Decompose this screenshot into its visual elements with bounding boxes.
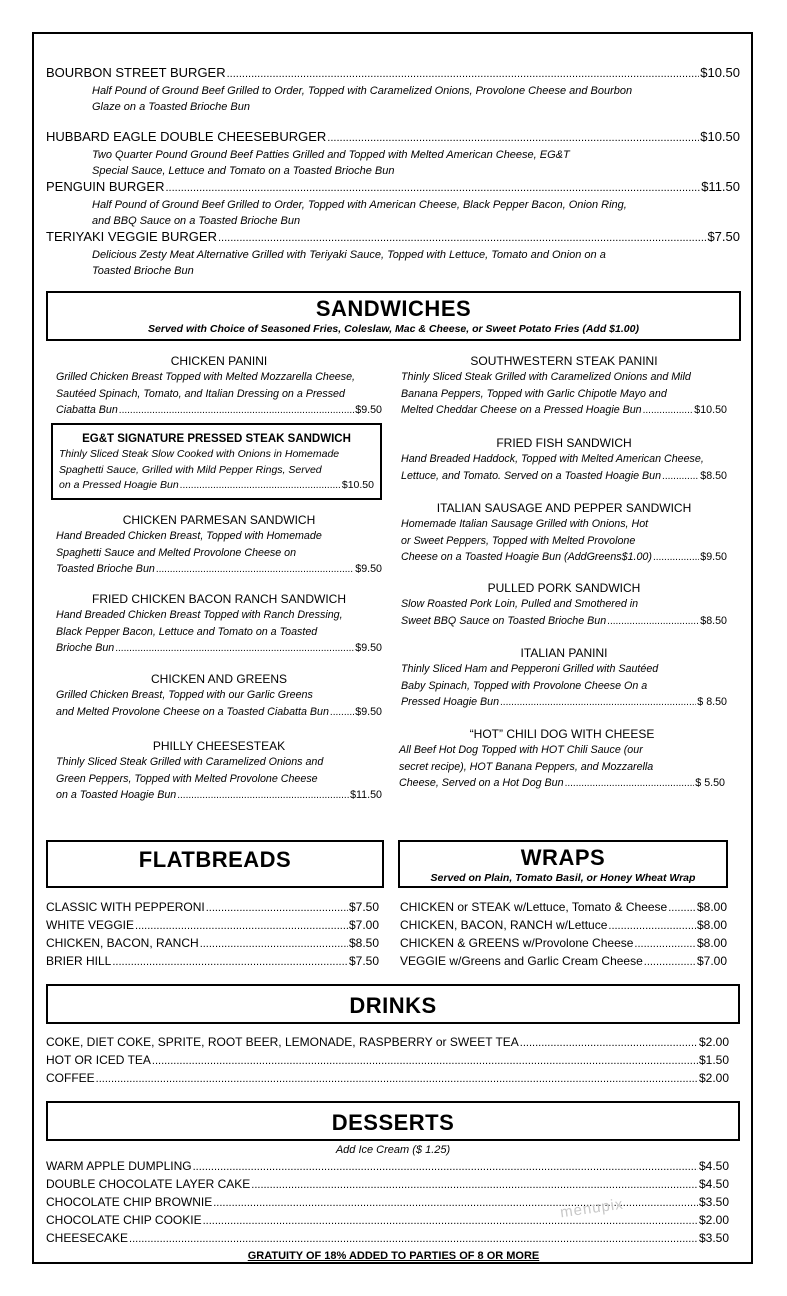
item-description: Spaghetti Sauce, Grilled with Mild Pepper Rings, Served — [59, 463, 322, 476]
item-description: and Melted Provolone Cheese on a Toasted Ciabatta Bun — [56, 705, 329, 718]
item-name: CHEESECAKE — [46, 1231, 129, 1245]
sandwich-item — [401, 500, 727, 567]
item-name: HOT OR ICED TEA — [46, 1053, 151, 1067]
item-description: Slow Roasted Pork Loin, Pulled and Smothered in — [401, 598, 639, 610]
sandwich-item — [56, 738, 382, 805]
item-price: $7.00 — [348, 918, 379, 932]
menu-item — [46, 1070, 729, 1088]
item-name: CHICKEN or STEAK w/Lettuce, Tomato & Cheese — [400, 900, 668, 914]
item-description: Baby Spinach, Topped with Provolone Cheese On a — [401, 679, 648, 692]
item-description: Lettuce, and Tomato. Served on a Toasted Hoagie Bun — [401, 469, 662, 482]
item-name: ITALIAN PANINI — [520, 646, 608, 660]
menu-item — [46, 64, 740, 128]
item-description: on a Toasted Hoagie Bun — [56, 789, 177, 801]
menu-item — [46, 899, 379, 917]
sandwich-item — [401, 645, 727, 712]
sandwiches-header — [46, 291, 741, 341]
item-name: CHICKEN AND GREENS — [150, 672, 288, 686]
item-description: Green Peppers, Topped with Melted Provolone Cheese — [56, 772, 318, 785]
item-name: ITALIAN SAUSAGE AND PEPPER SANDWICH — [436, 501, 692, 515]
item-description: on a Pressed Hoagie Bun — [59, 479, 179, 491]
item-name: CHICKEN, BACON, RANCH w/Lettuce — [400, 918, 608, 932]
item-name: DOUBLE CHOCOLATE LAYER CAKE — [46, 1177, 251, 1191]
item-description: Delicious Zesty Meat Alternative Grilled with Teriyaki Sauce, Topped with Lettuce, Tomato and Onion on a — [92, 249, 606, 261]
item-name: TERIYAKI VEGGIE BURGER — [46, 229, 217, 244]
item-description: Half Pound of Ground Beef Grilled to Order, Topped with Caramelized Onions, Provolone Cheese and Bourbon — [92, 85, 633, 97]
drinks-list — [46, 1034, 729, 1088]
item-description: Black Pepper Bacon, Lettuce and Tomato on a Toasted — [56, 625, 318, 638]
desserts-header — [46, 1101, 740, 1141]
item-price: $8.00 — [696, 936, 727, 950]
item-name: FRIED FISH SANDWICH — [496, 436, 632, 450]
menu-item — [46, 1034, 729, 1052]
item-price: $8.50 — [700, 614, 727, 627]
item-name: CHICKEN & GREENS w/Provolone Cheese — [400, 936, 634, 950]
item-description: Half Pound of Ground Beef Grilled to Order, Topped with American Cheese, Black Pepper Bacon, Onion Ring, — [92, 199, 627, 211]
item-description: Sautéed Spinach, Tomato, and Italian Dressing on a Pressed — [56, 387, 345, 400]
item-price: $8.00 — [696, 900, 727, 914]
item-name: WARM APPLE DUMPLING — [46, 1159, 192, 1173]
section-subtitle: Served with Choice of Seasoned Fries, Coleslaw, Mac & Cheese, or Sweet Potato Fries (Add $1.00) — [148, 323, 639, 335]
item-description: Banana Peppers, Topped with Garlic Chipotle Mayo and — [401, 387, 667, 400]
menu-item — [46, 917, 379, 935]
menu-item — [46, 953, 379, 971]
desserts-note: Add Ice Cream ($ 1.25) — [335, 1144, 451, 1156]
item-name: PENGUIN BURGER — [46, 179, 165, 194]
menu-item — [46, 228, 740, 278]
item-price: $10.50 — [700, 129, 740, 144]
item-description: Grilled Chicken Breast, Topped with our Garlic Greens — [56, 689, 313, 701]
item-price: $3.50 — [698, 1195, 729, 1209]
item-description: or Sweet Peppers, Topped with Melted Provolone — [401, 534, 636, 547]
watermark: menupix — [559, 1195, 625, 1222]
item-description: Grilled Chicken Breast Topped with Melted Mozzarella Cheese, — [56, 371, 355, 383]
item-name: PULLED PORK SANDWICH — [487, 581, 641, 595]
item-description: Homemade Italian Sausage Grilled with Onions, Hot — [401, 518, 649, 530]
item-description: Brioche Bun — [56, 642, 115, 654]
menu-item — [400, 953, 727, 971]
item-price: $10.50 — [694, 404, 727, 416]
item-price: $7.00 — [696, 954, 727, 968]
flatbreads-list — [46, 899, 379, 971]
item-name: CHICKEN PANINI — [170, 354, 268, 368]
item-price: $3.50 — [698, 1231, 729, 1245]
item-name: SOUTHWESTERN STEAK PANINI — [470, 354, 658, 368]
item-name: CHOCOLATE CHIP COOKIE — [46, 1213, 202, 1227]
item-price: $9.50 — [355, 642, 382, 654]
gratuity-note: GRATUITY OF 18% ADDED TO PARTIES OF 8 OR MORE — [247, 1250, 540, 1262]
section-subtitle: Served on Plain, Tomato Basil, or Honey Wheat Wrap — [430, 872, 696, 884]
item-description: Hand Breaded Haddock, Topped with Melted American Cheese, — [401, 453, 704, 465]
item-price: $11.50 — [350, 789, 382, 801]
item-description: Special Sauce, Lettuce and Tomato on a Toasted Brioche Bun — [92, 165, 395, 177]
item-name: BRIER HILL — [46, 954, 112, 968]
menu-item — [400, 935, 727, 953]
item-price: $8.00 — [696, 918, 727, 932]
item-price: $4.50 — [698, 1159, 729, 1173]
item-description: Hand Breaded Chicken Breast Topped with Ranch Dressing, — [56, 609, 343, 621]
item-price: $9.50 — [355, 563, 382, 575]
item-price: $7.50 — [707, 229, 740, 244]
item-name: FRIED CHICKEN BACON RANCH SANDWICH — [91, 592, 346, 606]
item-price: $7.50 — [348, 900, 379, 914]
menu-item — [46, 1194, 729, 1212]
menu-item — [46, 128, 740, 178]
item-price: $9.50 — [355, 705, 382, 718]
item-description: Cheese, Served on a Hot Dog Bun — [399, 777, 564, 789]
menu-item — [46, 1158, 729, 1176]
sandwich-item — [56, 512, 382, 579]
section-title: SANDWICHES — [315, 296, 472, 321]
item-description: Spaghetti Sauce and Melted Provolone Cheese on — [56, 546, 297, 559]
item-description: All Beef Hot Dog Topped with HOT Chili Sauce (our — [399, 744, 643, 756]
wraps-list — [400, 899, 727, 971]
menu-item — [46, 935, 379, 953]
menu-item — [46, 1052, 729, 1070]
item-description: Pressed Hoagie Bun — [401, 696, 500, 708]
item-name: HUBBARD EAGLE DOUBLE CHEESEBURGER — [46, 129, 327, 144]
drinks-header — [46, 984, 740, 1024]
item-price: $11.50 — [701, 179, 740, 194]
item-price: $10.50 — [341, 479, 374, 491]
sandwich-item — [401, 353, 727, 420]
item-description: Hand Breaded Chicken Breast, Topped with Homemade — [56, 530, 322, 542]
sandwich-item — [56, 591, 382, 658]
sandwich-item — [401, 435, 727, 485]
item-price: $9.50 — [700, 551, 727, 563]
item-name: COKE, DIET COKE, SPRITE, ROOT BEER, LEMONADE, RASPBERRY or SWEET TEA — [46, 1035, 519, 1049]
item-description: Cheese on a Toasted Hoagie Bun (AddGreens$1.00) — [401, 551, 652, 563]
item-price: $7.50 — [348, 954, 379, 968]
item-name: COFFEE — [46, 1071, 95, 1085]
item-description: Thinly Sliced Steak Grilled with Caramelized Onions and Mild — [401, 371, 691, 383]
menu-item — [46, 1230, 729, 1248]
item-name: BOURBON STREET BURGER — [46, 65, 226, 80]
item-description: Ciabatta Bun — [56, 404, 118, 416]
menu-item — [46, 1176, 729, 1194]
item-price: $10.50 — [700, 65, 740, 80]
item-price: $4.50 — [698, 1177, 729, 1191]
item-price: $9.50 — [355, 404, 382, 416]
item-name: CHICKEN, BACON, RANCH — [46, 936, 199, 950]
sandwich-item — [399, 726, 725, 793]
item-price: $ 5.50 — [695, 777, 725, 789]
item-price: $8.50 — [700, 469, 727, 482]
item-price: $8.50 — [348, 936, 379, 950]
item-price: $2.00 — [698, 1071, 729, 1085]
item-description: Thinly Sliced Ham and Pepperoni Grilled with Sautéed — [401, 663, 659, 675]
section-title: FLATBREADS — [138, 847, 292, 872]
sandwich-item — [401, 580, 727, 630]
menu-item — [400, 917, 727, 935]
signature-sandwich-box — [51, 423, 382, 500]
item-price: $2.00 — [698, 1213, 729, 1227]
item-name: EG&T SIGNATURE PRESSED STEAK SANDWICH — [82, 433, 351, 445]
item-description: and BBQ Sauce on a Toasted Brioche Bun — [92, 215, 301, 227]
sandwich-item — [56, 353, 382, 420]
item-description: Two Quarter Pound Ground Beef Patties Grilled and Topped with Melted American Cheese, EG&T — [92, 149, 570, 161]
burgers-section — [46, 64, 740, 278]
item-name: WHITE VEGGIE — [46, 918, 135, 932]
menu-item — [46, 1212, 729, 1230]
item-name: “HOT” CHILI DOG WITH CHEESE — [469, 727, 655, 741]
item-price: $2.00 — [698, 1035, 729, 1049]
item-price: $ 8.50 — [697, 696, 727, 708]
item-description: Toasted Brioche Bun — [92, 265, 194, 277]
item-name: CHICKEN PARMESAN SANDWICH — [122, 513, 316, 527]
section-title: DRINKS — [349, 993, 437, 1018]
item-description: Glaze on a Toasted Brioche Bun — [92, 101, 250, 113]
desserts-list — [46, 1158, 729, 1248]
item-description: Thinly Sliced Steak Slow Cooked with Onions in Homemade — [59, 448, 340, 460]
sandwich-item — [56, 671, 382, 721]
wraps-header — [398, 840, 728, 888]
flatbreads-header — [46, 840, 384, 888]
item-name: CHOCOLATE CHIP BROWNIE — [46, 1195, 213, 1209]
item-description: Melted Cheddar Cheese on a Pressed Hoagie Bun — [401, 404, 642, 416]
item-name: CLASSIC WITH PEPPERONI — [46, 900, 205, 914]
item-name: VEGGIE w/Greens and Garlic Cream Cheese — [400, 954, 643, 968]
item-description: Toasted Brioche Bun — [56, 563, 155, 575]
item-price: $1.50 — [698, 1053, 729, 1067]
item-name: PHILLY CHEESESTEAK — [152, 739, 286, 753]
section-title: WRAPS — [520, 845, 606, 870]
section-title: DESSERTS — [331, 1110, 455, 1135]
item-description: Sweet BBQ Sauce on Toasted Brioche Bun — [401, 614, 607, 627]
item-description: Thinly Sliced Steak Grilled with Caramelized Onions and — [56, 756, 324, 768]
menu-item — [46, 178, 740, 228]
menu-item — [400, 899, 727, 917]
item-description: secret recipe), HOT Banana Peppers, and Mozzarella — [399, 760, 654, 773]
